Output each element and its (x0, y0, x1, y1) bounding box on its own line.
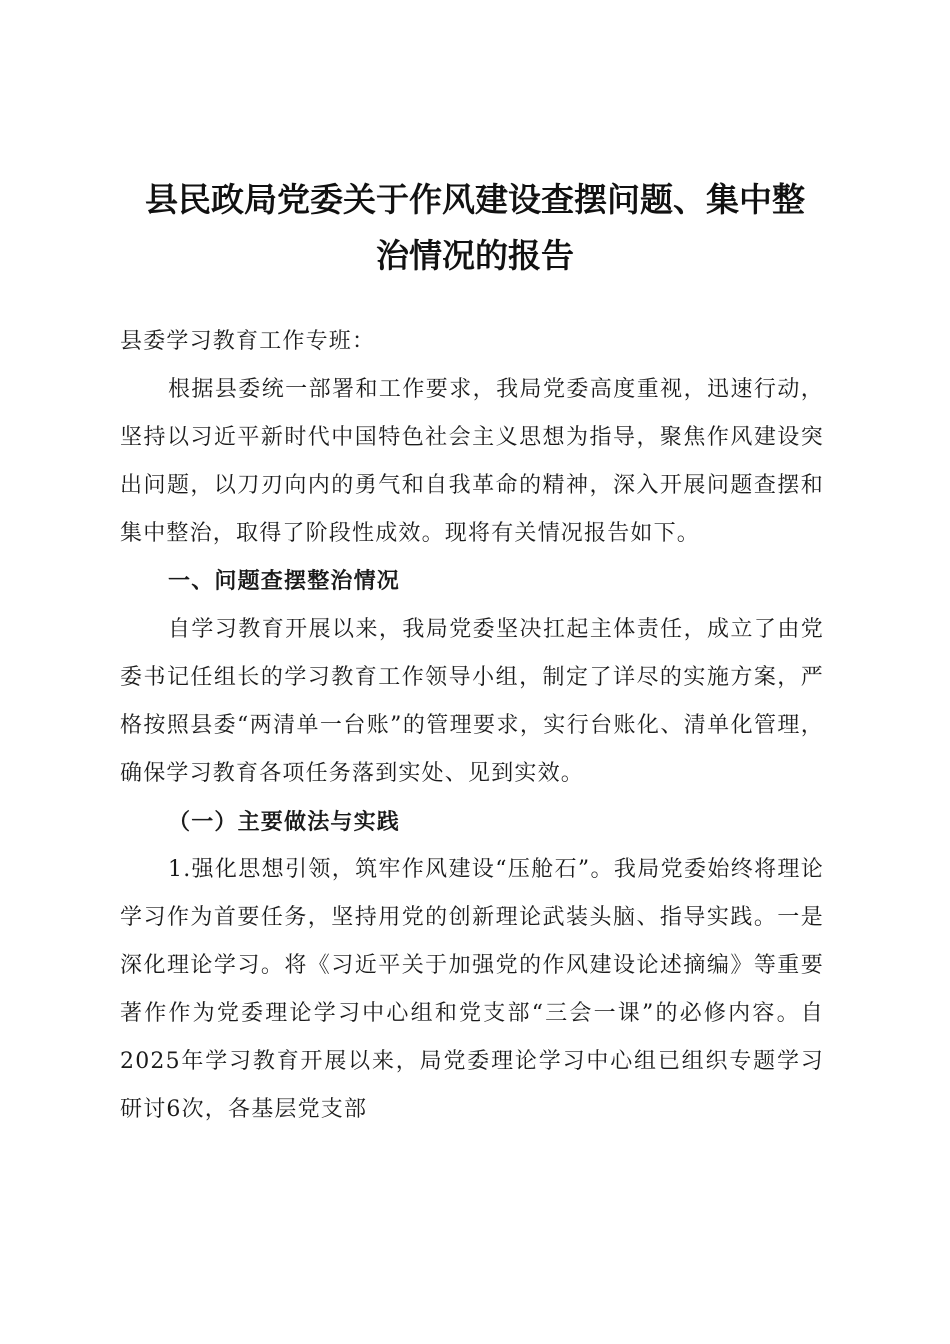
paragraph-section-1: 自学习教育开展以来，我局党委坚决扛起主体责任，成立了由党委书记任组长的学习教育工作领导小组，制定了详尽的实施方案，严格按照县委“两清单一台账”的管理要求，实行台账化、清单化管理，确保学习教育各项任务落到实处、见到实效。 (120, 617, 824, 786)
subsection-heading-1: （一）主要做法与实践 (168, 809, 401, 835)
document-title (110, 172, 840, 284)
title-line-2: 治情况的报告 (376, 236, 574, 275)
paragraph-subsection-1: 1.强化思想引领，筑牢作风建设“压舱石”。我局党委始终将理论学习作为首要任务，坚持用党的创新理论武装头脑、指导实践。一是深化理论学习。将《习近平关于加强党的作风建设论述摘编》等重要著作作为党委理论学习中心组和党支部“三会一课”的必修内容。自2025年学习教育开展以来，局党委理论学习中心组已组织专题学习研讨6次，各基层党支部 (120, 857, 824, 1122)
section-heading-1: 一、问题查摆整治情况 (168, 569, 401, 594)
salutation: 县委学习教育工作专班： (120, 329, 376, 354)
document-body (120, 318, 824, 1134)
paragraph-intro: 根据县委统一部署和工作要求，我局党委高度重视，迅速行动，坚持以习近平新时代中国特色社会主义思想为指导，聚焦作风建设突出问题，以刀刃向内的勇气和自我革命的精神，深入开展问题查摆和集中整治，取得了阶段性成效。现将有关情况报告如下。 (120, 377, 824, 546)
title-line-1: 县民政局党委关于作风建设查摆问题、集中整 (145, 180, 805, 219)
